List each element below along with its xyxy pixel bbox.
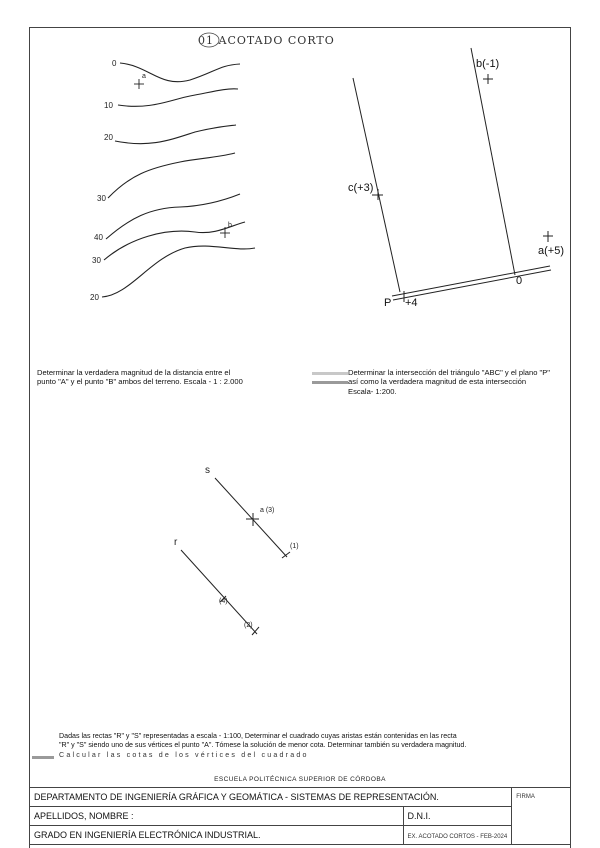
contour-label-10: 10 — [104, 101, 113, 110]
plane-level-4-label: +4 — [405, 297, 418, 309]
contour-label-40: 40 — [94, 233, 103, 242]
point-a-label: a(+5) — [538, 245, 564, 257]
r-end-label: (2) — [244, 622, 253, 629]
school-name: ESCUELA POLITÉCNICA SUPERIOR DE CÓRDOBA — [214, 776, 386, 783]
contour-20 — [115, 125, 236, 144]
highlight-mark — [312, 381, 348, 384]
problem2-statement: Determinar la intersección del triángulo "ABC" y el plano "P" así como la verdadera magnitud de esta intersección Escala- 1:200. — [348, 368, 550, 396]
contour-30-top — [108, 153, 235, 198]
point-a-label: a — [142, 73, 146, 80]
exam-cell: EX. ACOTADO CORTOS - FEB-2024 — [403, 826, 512, 845]
point-b-label: b(-1) — [476, 58, 500, 70]
r-mid-label: (4) — [219, 598, 228, 605]
contour-label-20: 20 — [104, 133, 113, 142]
problem1-points — [134, 79, 230, 238]
contour-30-bottom — [104, 222, 245, 260]
contour-label-30: 30 — [97, 194, 106, 203]
problem1-statement: Determinar la verdadera magnitud de la distancia entre el punto "A" y el punto "B" ambos del terreno. Escala - 1 : 2.000 — [37, 368, 243, 387]
highlight-mark — [32, 756, 54, 759]
contour-label-20b: 20 — [90, 293, 99, 302]
plane-p-line1 — [392, 266, 550, 296]
problem3-statement: Dadas las rectas "R" y "S" representadas a escala - 1:100, Determinar el cuadrado cuyas aristas están contenidas en las recta "R" y "S" siendo uno de sus vértices el punto "A". Tómese la solución de menor cota. Determinar también su verdadera magnitud. Calcular las cotas de los vértices del cuadrado — [59, 732, 467, 759]
highlight-mark — [312, 372, 348, 375]
contour-10 — [118, 89, 238, 107]
line-r-label: r — [174, 537, 178, 548]
title-number-circle — [199, 33, 219, 47]
title-block — [29, 787, 571, 845]
plane-p-line2 — [393, 270, 551, 300]
plane-level-0-label: 0 — [516, 275, 523, 287]
contour-20-bottom — [102, 246, 255, 297]
plane-p-label: P — [384, 297, 392, 309]
handwritten-title: 01 ACOTADO CORTO — [198, 34, 335, 47]
grado-cell: GRADO EN INGENIERÍA ELECTRÓNICA INDUSTRIAL. — [30, 826, 404, 845]
problem3-lines — [181, 478, 290, 635]
department-cell: DEPARTAMENTO DE INGENIERÍA GRÁFICA Y GEOMÁTICA - SISTEMAS DE REPRESENTACIÓN. — [30, 788, 512, 807]
contour-label-30b: 30 — [92, 256, 101, 265]
firma-cell: FIRMA — [512, 788, 571, 845]
contour-0 — [120, 63, 240, 82]
contour-lines — [102, 63, 255, 297]
r-end-mark — [252, 627, 259, 635]
line-s-label: s — [205, 465, 210, 476]
problem2-lines — [353, 48, 553, 302]
s-end-label: (1) — [290, 543, 299, 550]
point-b-label: b — [228, 222, 232, 229]
apellidos-cell: APELLIDOS, NOMBRE : — [30, 807, 404, 826]
dni-cell: D.N.I. — [403, 807, 512, 826]
line-s — [215, 478, 287, 557]
point-c-label: c(+3) — [348, 182, 374, 194]
point-a-label: a (3) — [260, 507, 275, 514]
contour-label-0: 0 — [112, 59, 117, 68]
contour-40 — [106, 194, 240, 239]
line-b — [471, 48, 515, 275]
